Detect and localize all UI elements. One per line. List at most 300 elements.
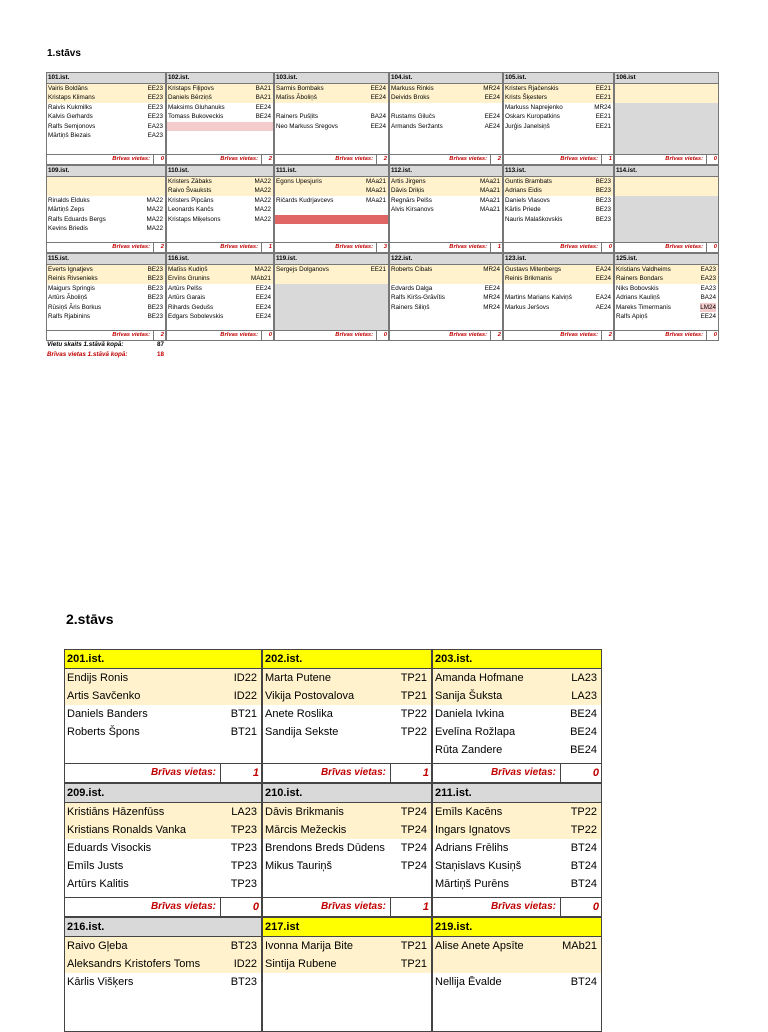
occupant-group: MAb21	[562, 940, 597, 952]
room-block	[64, 917, 262, 1032]
occupant-name: Kalvis Gerhards	[48, 113, 93, 121]
free-places-row	[390, 154, 502, 164]
occupant-row	[390, 293, 502, 302]
occupant-name: Mikus Tauriņš	[265, 860, 333, 872]
occupant-group: MA22	[254, 187, 271, 195]
occupant-row	[275, 215, 388, 224]
occupant-name: Rūsiņš Āris Borkus	[48, 303, 102, 311]
occupant-row	[167, 186, 273, 195]
free-places-count: 2	[153, 243, 165, 252]
occupant-name: Matīss Āboliņš	[276, 94, 317, 102]
occupant-row	[47, 284, 165, 293]
occupant-row	[390, 84, 502, 93]
occupant-group: MA22	[254, 215, 271, 223]
room-occupants	[167, 284, 273, 330]
occupant-name: Egons Upesjuris	[276, 178, 322, 185]
free-places-count: 0	[261, 331, 273, 340]
occupant-row	[263, 687, 431, 705]
occupant-row	[504, 84, 613, 93]
free-places-label: Brīvas vietas:	[220, 244, 258, 250]
free-places-count: 1	[490, 243, 502, 252]
occupant-group: EE24	[700, 312, 716, 320]
occupant-name: Maigurs Springis	[48, 284, 95, 292]
room-header: 201.ist.	[65, 650, 261, 669]
occupant-group: TP23	[230, 860, 257, 872]
occupant-row	[47, 196, 165, 205]
occupant-row	[433, 723, 601, 741]
occupant-row	[390, 196, 502, 205]
occupant-name: Artūrs Āboliņš	[48, 294, 88, 302]
occupant-name: Emīls Justs	[67, 860, 124, 872]
occupant-group: ID22	[233, 672, 257, 684]
occupant-name: Kristaps Klimans	[48, 94, 95, 102]
room-occupants	[263, 973, 431, 1031]
occupant-row	[504, 284, 613, 293]
floor1-total-value: 87	[157, 341, 165, 348]
occupant-row	[504, 103, 613, 112]
room-occupants	[263, 705, 431, 763]
free-places-row	[263, 897, 431, 916]
free-places-label: Brīvas vietas:	[665, 332, 703, 338]
occupant-name: Eduards Visockis	[67, 842, 152, 854]
room-block	[274, 253, 389, 341]
occupant-name: Oskars Kuropatkins	[505, 113, 560, 121]
room-header: 104.ist.	[390, 73, 502, 84]
occupant-name: Rainers Pušļits	[276, 113, 318, 121]
room-header: 119.ist.	[275, 254, 388, 265]
occupant-name: Evelīna Rožlapa	[435, 726, 516, 738]
occupant-name: Emīls Kacēns	[435, 806, 503, 818]
occupant-name: Kārlis Priede	[505, 206, 541, 214]
occupant-row	[275, 122, 388, 131]
occupant-row	[65, 955, 261, 973]
floor1-free-total-value: 18	[157, 351, 165, 358]
occupant-name: Ričards Kudrjavcevs	[276, 196, 334, 204]
floor1-total-label: Vietu skaits 1.stāvā kopā:	[47, 341, 124, 348]
occupant-name: Markus Jeršovs	[505, 303, 550, 311]
occupant-row	[47, 274, 165, 283]
occupant-name: Vikija Postovalova	[265, 690, 355, 702]
free-places-count: 0	[220, 898, 261, 916]
free-places-count: 0	[560, 764, 601, 782]
room-header: 102.ist.	[167, 73, 273, 84]
occupant-row	[47, 224, 165, 233]
occupant-row	[504, 265, 613, 274]
occupant-group: BT24	[570, 842, 597, 854]
occupant-row	[65, 669, 261, 687]
occupant-group: EA23	[700, 284, 716, 292]
occupant-row	[47, 215, 165, 224]
room-header: 210.ist.	[263, 784, 431, 803]
occupant-group: TP24	[400, 860, 427, 872]
free-places-count: 0	[706, 155, 718, 164]
free-places-count: 0	[601, 243, 613, 252]
occupant-row	[504, 205, 613, 214]
occupant-group: BT24	[570, 878, 597, 890]
free-places-row	[167, 242, 273, 252]
occupant-group: BE23	[147, 312, 163, 320]
occupant-name: Kristaps Miķelsons	[168, 215, 221, 223]
free-places-row	[433, 763, 601, 782]
room-header: 203.ist.	[433, 650, 601, 669]
occupant-group: MA22	[146, 215, 163, 223]
occupant-group: MA22	[146, 196, 163, 204]
room-header: 103.ist.	[275, 73, 388, 84]
room-header: 219.ist.	[433, 918, 601, 937]
occupant-row	[275, 131, 388, 140]
occupant-group: EE21	[595, 94, 611, 102]
occupant-row	[390, 93, 502, 102]
free-places-row	[47, 330, 165, 340]
room-block	[503, 165, 614, 253]
occupant-row	[390, 205, 502, 214]
occupant-name: Niks Bobovskis	[616, 284, 659, 292]
occupant-group: EE24	[255, 312, 271, 320]
occupant-group: AE24	[595, 303, 611, 311]
occupant-name: Adrians Kauliņš	[616, 294, 660, 302]
occupant-group: MA22	[254, 178, 271, 185]
room-header: 202.ist.	[263, 650, 431, 669]
occupant-group: BE23	[595, 178, 611, 185]
room-block	[166, 165, 274, 253]
occupant-group: BE23	[147, 294, 163, 302]
occupant-row	[275, 186, 388, 195]
occupant-group: LA23	[571, 690, 597, 702]
occupant-name: Rustams Gilučs	[391, 113, 436, 121]
occupant-group: BT21	[230, 708, 257, 720]
occupant-name: Kristiāns Hāzenfūss	[67, 806, 165, 818]
occupant-group: EE21	[595, 113, 611, 121]
occupant-row	[390, 274, 502, 283]
free-places-label: Brīvas vietas:	[665, 244, 703, 250]
room-occupants	[47, 103, 165, 154]
occupant-group: BE23	[147, 303, 163, 311]
free-places-count: 1	[220, 764, 261, 782]
free-places-count: 2	[601, 331, 613, 340]
occupant-group: MAa21	[366, 178, 386, 185]
occupant-row	[615, 84, 718, 93]
occupant-name: Gustavs Mitenbergs	[505, 266, 561, 273]
occupant-row	[167, 177, 273, 186]
room-occupants	[167, 103, 273, 154]
occupant-row	[65, 723, 261, 741]
free-places-count: 0	[376, 331, 388, 340]
room-header: 116.ist.	[167, 254, 273, 265]
occupant-name: Mārtiņš Biezais	[48, 131, 91, 139]
room-occupants	[167, 196, 273, 242]
free-places-row	[433, 897, 601, 916]
occupant-group: EE21	[595, 85, 611, 92]
free-places-row	[390, 330, 502, 340]
occupant-row	[47, 93, 165, 102]
occupant-row	[615, 93, 718, 102]
occupant-row	[390, 112, 502, 121]
occupant-row	[65, 803, 261, 821]
free-places-label: Brīvas vietas:	[112, 332, 150, 338]
occupant-row	[390, 131, 502, 140]
occupant-name: Kristians Valdheims	[616, 266, 671, 273]
occupant-name: Mārcis Mežeckis	[265, 824, 347, 836]
occupant-row	[504, 303, 613, 312]
floor1-free-total-row	[47, 351, 165, 358]
occupant-row	[167, 284, 273, 293]
free-places-count: 2	[490, 155, 502, 164]
occupant-row	[615, 312, 718, 321]
occupant-group: MA22	[254, 196, 271, 204]
room-occupants	[65, 973, 261, 1031]
free-places-label: Brīvas vietas:	[150, 901, 216, 912]
occupant-group: MR24	[594, 103, 611, 111]
occupant-name: Markuss Naprejenko	[505, 103, 563, 111]
room-header: 113.ist.	[504, 166, 613, 177]
occupant-row	[167, 205, 273, 214]
occupant-row	[167, 103, 273, 112]
occupant-name: Rainers Siliņš	[391, 303, 430, 311]
occupant-row	[433, 803, 601, 821]
free-places-count: 2	[376, 155, 388, 164]
occupant-group: EE24	[255, 103, 271, 111]
free-places-count: 2	[261, 155, 273, 164]
occupant-group: MA22	[146, 206, 163, 214]
occupant-name: Sergejs Dolganovs	[276, 266, 329, 273]
occupant-name: Edvards Dalga	[391, 284, 433, 292]
room-block	[389, 165, 503, 253]
room-header: 209.ist.	[65, 784, 261, 803]
room-header: 217.ist	[263, 918, 431, 937]
occupant-name: Aleksandrs Kristofers Toms	[67, 958, 201, 970]
free-places-row	[65, 897, 261, 916]
room-occupants	[263, 839, 431, 897]
room-occupants	[275, 196, 388, 242]
occupant-group: EE24	[484, 113, 500, 121]
occupant-group: BE23	[147, 266, 163, 273]
occupant-group: BT23	[230, 976, 257, 988]
occupant-row	[65, 973, 261, 991]
occupant-row	[263, 973, 431, 991]
occupant-row	[47, 312, 165, 321]
occupant-name: Markuss Rinkis	[391, 85, 434, 92]
occupant-row	[263, 821, 431, 839]
room-occupants	[275, 284, 388, 330]
free-places-label: Brīvas vietas:	[560, 156, 598, 162]
occupant-row	[275, 224, 388, 233]
occupant-name: Kristers Rjačenskis	[505, 85, 559, 92]
room-header: 110.ist.	[167, 166, 273, 177]
occupant-row	[47, 112, 165, 121]
room-header: 216.ist.	[65, 918, 261, 937]
room-block	[614, 72, 719, 165]
occupant-row	[275, 265, 388, 274]
occupant-group: MAa21	[480, 206, 500, 214]
occupant-name: Amanda Hofmane	[435, 672, 524, 684]
occupant-name: Artūrs Garais	[168, 294, 206, 302]
occupant-name: Neo Markuss Sregovs	[276, 122, 338, 130]
occupant-group: EA23	[700, 266, 716, 273]
occupant-row	[504, 274, 613, 283]
occupant-row	[504, 186, 613, 195]
occupant-row	[47, 186, 165, 195]
occupant-row	[504, 215, 613, 224]
occupant-group: EE23	[147, 94, 163, 102]
occupant-group: EE24	[370, 122, 386, 130]
occupant-row	[390, 303, 502, 312]
occupant-name: Sarmis Bombaks	[276, 85, 324, 92]
occupant-name: Mārtiņš Purēns	[435, 878, 509, 890]
room-header: 125.ist.	[615, 254, 718, 265]
free-places-row	[167, 330, 273, 340]
occupant-group: EA23	[147, 131, 163, 139]
occupant-group: BE23	[147, 284, 163, 292]
occupant-name: Daniels Bērziņš	[168, 94, 212, 102]
occupant-name: Roberts Cibals	[391, 266, 433, 273]
free-places-row	[65, 763, 261, 782]
room-block	[64, 783, 262, 917]
occupant-row	[47, 122, 165, 131]
occupant-group: EE23	[147, 113, 163, 121]
occupant-row	[390, 284, 502, 293]
occupant-row	[433, 955, 601, 973]
occupant-group: EE24	[595, 275, 611, 283]
occupant-row	[167, 131, 273, 140]
free-places-row	[167, 154, 273, 164]
occupant-group: EE24	[255, 303, 271, 311]
occupant-group: BT23	[230, 940, 257, 952]
occupant-row	[47, 205, 165, 214]
occupant-group: ID22	[233, 958, 257, 970]
occupant-name: Endijs Ronis	[67, 672, 129, 684]
room-header: 115.ist.	[47, 254, 165, 265]
occupant-row	[263, 723, 431, 741]
occupant-row	[167, 93, 273, 102]
occupant-name: Dāvis Driķis	[391, 187, 425, 195]
occupant-group: BT21	[230, 726, 257, 738]
occupant-group: BE24	[255, 113, 271, 121]
occupant-row	[65, 857, 261, 875]
room-occupants	[47, 284, 165, 330]
occupant-group: EA24	[595, 294, 611, 302]
occupant-group: EE23	[147, 103, 163, 111]
occupant-row	[504, 293, 613, 302]
occupant-group: TP24	[400, 824, 427, 836]
occupant-group: BE23	[595, 187, 611, 195]
occupant-group: MR24	[483, 303, 500, 311]
room-occupants	[615, 284, 718, 330]
room-block	[389, 253, 503, 341]
occupant-row	[263, 857, 431, 875]
room-block	[274, 72, 389, 165]
room-block	[64, 649, 262, 783]
free-places-label: Brīvas vietas:	[560, 244, 598, 250]
occupant-group: TP21	[400, 958, 427, 970]
room-occupants	[275, 103, 388, 154]
occupant-row	[390, 312, 502, 321]
occupant-row	[433, 741, 601, 759]
occupant-row	[167, 293, 273, 302]
room-block	[166, 253, 274, 341]
occupant-name: Sintija Rubene	[265, 958, 337, 970]
occupant-group: EA24	[595, 266, 611, 273]
occupant-row	[504, 112, 613, 121]
occupant-name: Alise Anete Apsīte	[435, 940, 524, 952]
occupant-group: MAa21	[480, 196, 500, 204]
occupant-name: Raivo Švauksts	[168, 187, 212, 195]
occupant-group: EE23	[147, 85, 163, 92]
occupant-group: TP22	[400, 726, 427, 738]
room-occupants	[65, 839, 261, 897]
free-places-count: 0	[153, 155, 165, 164]
occupant-row	[47, 265, 165, 274]
occupant-row	[65, 821, 261, 839]
occupant-name: Artūrs Pelšs	[168, 284, 202, 292]
room-occupants	[433, 973, 601, 1031]
occupant-name: Martins Marians Kalviņš	[505, 294, 572, 302]
room-header: 101.ist.	[47, 73, 165, 84]
free-places-label: Brīvas vietas:	[560, 332, 598, 338]
free-places-label: Brīvas vietas:	[320, 901, 386, 912]
free-places-row	[275, 330, 388, 340]
occupant-group: MA22	[254, 206, 271, 214]
occupant-row	[167, 265, 273, 274]
occupant-group: BA24	[370, 113, 386, 121]
occupant-name: Ralfs Rjabinins	[48, 312, 90, 320]
free-places-label: Brīvas vietas:	[320, 767, 386, 778]
free-places-count: 3	[376, 243, 388, 252]
occupant-name: Daniels Vlasovs	[505, 196, 550, 204]
free-places-count: 1	[601, 155, 613, 164]
room-occupants	[47, 196, 165, 242]
free-places-label: Brīvas vietas:	[112, 244, 150, 250]
room-occupants	[433, 705, 601, 763]
room-block	[432, 783, 602, 917]
free-places-count: 1	[261, 243, 273, 252]
occupant-row	[433, 875, 601, 893]
free-places-count: 0	[706, 331, 718, 340]
room-occupants	[390, 196, 502, 242]
occupant-row	[390, 122, 502, 131]
room-block	[432, 649, 602, 783]
occupant-row	[47, 293, 165, 302]
occupant-name: Raivis Kukmilks	[48, 103, 93, 111]
occupant-group: EA23	[700, 275, 716, 283]
occupant-group: EE24	[370, 94, 386, 102]
occupant-name: Krists Šķesters	[505, 94, 547, 102]
room-block	[274, 165, 389, 253]
occupant-name: Everts Ignatjevs	[48, 266, 93, 273]
room-header: 106.ist	[615, 73, 718, 84]
occupant-name: Mārtiņš Zeps	[48, 206, 85, 214]
occupant-group: BA21	[255, 94, 271, 102]
occupant-group: EE21	[370, 266, 386, 273]
occupant-name: Armands Seržants	[391, 122, 443, 130]
occupant-name: Reinis Brikmanis	[505, 275, 552, 283]
occupant-group: EE24	[484, 284, 500, 292]
floor2-room-grid	[64, 649, 602, 1032]
floor1-total-row	[47, 341, 165, 348]
free-places-row	[504, 242, 613, 252]
room-occupants	[390, 103, 502, 154]
room-header: 114.ist.	[615, 166, 718, 177]
free-places-count: 0	[706, 243, 718, 252]
occupant-row	[263, 839, 431, 857]
room-block	[46, 72, 166, 165]
free-places-row	[275, 242, 388, 252]
free-places-label: Brīvas vietas:	[665, 156, 703, 162]
occupant-name: Jurģis Janelsiņš	[505, 122, 550, 130]
occupant-name: Artūrs Kalitis	[67, 878, 129, 890]
occupant-group: BE24	[570, 708, 597, 720]
occupant-name: Ivonna Marija Bite	[265, 940, 354, 952]
occupant-group: TP22	[570, 806, 597, 818]
